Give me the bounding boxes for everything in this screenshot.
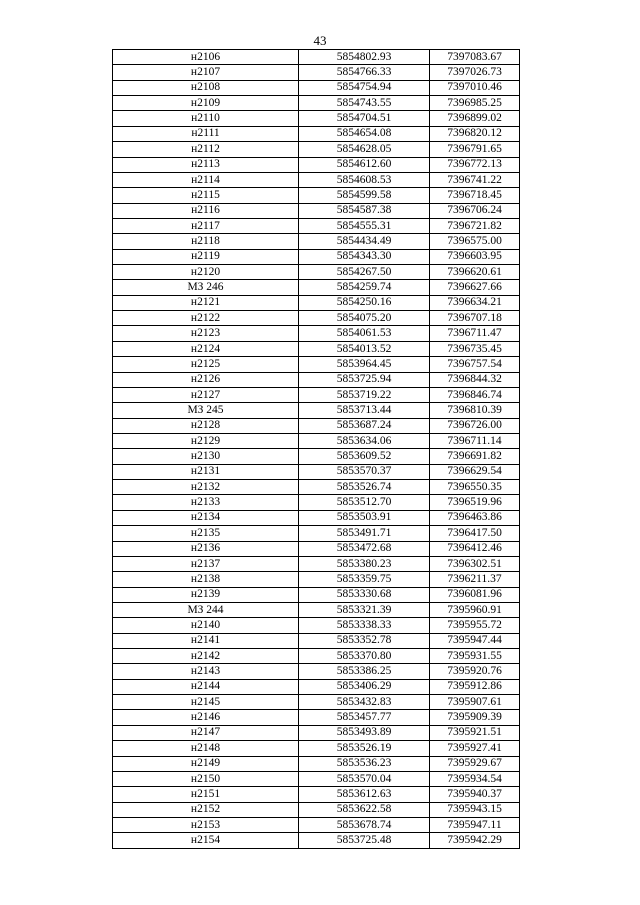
x-coordinate-cell: 5854612.60 bbox=[299, 157, 430, 172]
y-coordinate-cell: 7395912.86 bbox=[430, 679, 520, 694]
table-row bbox=[113, 172, 520, 187]
table-row bbox=[113, 787, 520, 802]
point-name-cell: н2149 bbox=[113, 756, 299, 771]
y-coordinate-cell: 7395909.39 bbox=[430, 710, 520, 725]
table-row bbox=[113, 587, 520, 602]
x-coordinate-cell: 5853526.74 bbox=[299, 480, 430, 495]
table-row bbox=[113, 433, 520, 448]
point-name-cell: н2130 bbox=[113, 449, 299, 464]
y-coordinate-cell: 7396757.54 bbox=[430, 357, 520, 372]
y-coordinate-cell: 7396772.13 bbox=[430, 157, 520, 172]
page-number: 43 bbox=[313, 33, 327, 48]
table-row bbox=[113, 126, 520, 141]
y-coordinate-cell: 7396463.86 bbox=[430, 510, 520, 525]
table-row bbox=[113, 357, 520, 372]
x-coordinate-cell: 5853472.68 bbox=[299, 541, 430, 556]
y-coordinate-cell: 7396302.51 bbox=[430, 556, 520, 571]
y-coordinate-cell: 7395942.29 bbox=[430, 833, 520, 848]
y-coordinate-cell: 7396820.12 bbox=[430, 126, 520, 141]
table-row bbox=[113, 464, 520, 479]
x-coordinate-cell: 5854267.50 bbox=[299, 265, 430, 280]
y-coordinate-cell: 7395960.91 bbox=[430, 602, 520, 617]
y-coordinate-cell: 7396844.32 bbox=[430, 372, 520, 387]
y-coordinate-cell: 7396791.65 bbox=[430, 142, 520, 157]
y-coordinate-cell: 7395947.44 bbox=[430, 633, 520, 648]
y-coordinate-cell: 7397026.73 bbox=[430, 65, 520, 80]
x-coordinate-cell: 5853634.06 bbox=[299, 433, 430, 448]
x-coordinate-cell: 5854802.93 bbox=[299, 50, 430, 65]
y-coordinate-cell: 7395927.41 bbox=[430, 741, 520, 756]
point-name-cell: н2110 bbox=[113, 111, 299, 126]
table-row bbox=[113, 157, 520, 172]
x-coordinate-cell: 5854608.53 bbox=[299, 172, 430, 187]
table-row bbox=[113, 756, 520, 771]
x-coordinate-cell: 5853352.78 bbox=[299, 633, 430, 648]
y-coordinate-cell: 7396706.24 bbox=[430, 203, 520, 218]
point-name-cell: н2113 bbox=[113, 157, 299, 172]
x-coordinate-cell: 5854599.58 bbox=[299, 188, 430, 203]
point-name-cell: н2141 bbox=[113, 633, 299, 648]
x-coordinate-cell: 5853370.80 bbox=[299, 649, 430, 664]
point-name-cell: н2118 bbox=[113, 234, 299, 249]
point-name-cell: н2132 bbox=[113, 480, 299, 495]
point-name-cell: н2147 bbox=[113, 725, 299, 740]
y-coordinate-cell: 7395931.55 bbox=[430, 649, 520, 664]
table-row bbox=[113, 510, 520, 525]
x-coordinate-cell: 5854743.55 bbox=[299, 96, 430, 111]
y-coordinate-cell: 7396627.66 bbox=[430, 280, 520, 295]
x-coordinate-cell: 5853380.23 bbox=[299, 556, 430, 571]
y-coordinate-cell: 7396603.95 bbox=[430, 249, 520, 264]
table-row bbox=[113, 649, 520, 664]
table-row bbox=[113, 418, 520, 433]
y-coordinate-cell: 7395947.11 bbox=[430, 817, 520, 832]
point-name-cell: н2125 bbox=[113, 357, 299, 372]
y-coordinate-cell: 7396735.45 bbox=[430, 341, 520, 356]
x-coordinate-cell: 5853622.58 bbox=[299, 802, 430, 817]
y-coordinate-cell: 7396620.61 bbox=[430, 265, 520, 280]
y-coordinate-cell: 7396810.39 bbox=[430, 403, 520, 418]
x-coordinate-cell: 5854343.30 bbox=[299, 249, 430, 264]
point-name-cell: н2154 bbox=[113, 833, 299, 848]
y-coordinate-cell: 7395907.61 bbox=[430, 695, 520, 710]
point-name-cell: н2124 bbox=[113, 341, 299, 356]
table-row bbox=[113, 710, 520, 725]
point-name-cell: МЗ 246 bbox=[113, 280, 299, 295]
x-coordinate-cell: 5853406.29 bbox=[299, 679, 430, 694]
y-coordinate-cell: 7396634.21 bbox=[430, 295, 520, 310]
x-coordinate-cell: 5853612.63 bbox=[299, 787, 430, 802]
point-name-cell: н2112 bbox=[113, 142, 299, 157]
x-coordinate-cell: 5854259.74 bbox=[299, 280, 430, 295]
table-row bbox=[113, 188, 520, 203]
point-name-cell: н2145 bbox=[113, 695, 299, 710]
x-coordinate-cell: 5854587.38 bbox=[299, 203, 430, 218]
table-row bbox=[113, 311, 520, 326]
table-row bbox=[113, 234, 520, 249]
x-coordinate-cell: 5854013.52 bbox=[299, 341, 430, 356]
x-coordinate-cell: 5853687.24 bbox=[299, 418, 430, 433]
point-name-cell: н2106 bbox=[113, 50, 299, 65]
x-coordinate-cell: 5854555.31 bbox=[299, 218, 430, 233]
y-coordinate-cell: 7396985.25 bbox=[430, 96, 520, 111]
y-coordinate-cell: 7396711.47 bbox=[430, 326, 520, 341]
point-name-cell: н2116 bbox=[113, 203, 299, 218]
y-coordinate-cell: 7397083.67 bbox=[430, 50, 520, 65]
x-coordinate-cell: 5853338.33 bbox=[299, 618, 430, 633]
table-row bbox=[113, 572, 520, 587]
y-coordinate-cell: 7396718.45 bbox=[430, 188, 520, 203]
x-coordinate-cell: 5853503.91 bbox=[299, 510, 430, 525]
table-row bbox=[113, 341, 520, 356]
point-name-cell: н2121 bbox=[113, 295, 299, 310]
table-row bbox=[113, 633, 520, 648]
point-name-cell: н2133 bbox=[113, 495, 299, 510]
x-coordinate-cell: 5853526.19 bbox=[299, 741, 430, 756]
table-row bbox=[113, 96, 520, 111]
x-coordinate-cell: 5853964.45 bbox=[299, 357, 430, 372]
point-name-cell: н2111 bbox=[113, 126, 299, 141]
table-row bbox=[113, 602, 520, 617]
point-name-cell: н2120 bbox=[113, 265, 299, 280]
x-coordinate-cell: 5853330.68 bbox=[299, 587, 430, 602]
y-coordinate-cell: 7396629.54 bbox=[430, 464, 520, 479]
point-name-cell: н2142 bbox=[113, 649, 299, 664]
y-coordinate-cell: 7395940.37 bbox=[430, 787, 520, 802]
point-name-cell: н2109 bbox=[113, 96, 299, 111]
point-name-cell: н2136 bbox=[113, 541, 299, 556]
y-coordinate-cell: 7396417.50 bbox=[430, 526, 520, 541]
point-name-cell: н2151 bbox=[113, 787, 299, 802]
coordinates-table-body bbox=[113, 50, 520, 849]
point-name-cell: н2128 bbox=[113, 418, 299, 433]
table-row bbox=[113, 480, 520, 495]
y-coordinate-cell: 7396211.37 bbox=[430, 572, 520, 587]
table-row bbox=[113, 142, 520, 157]
table-row bbox=[113, 556, 520, 571]
table-row bbox=[113, 817, 520, 832]
table-row bbox=[113, 741, 520, 756]
point-name-cell: н2117 bbox=[113, 218, 299, 233]
point-name-cell: н2114 bbox=[113, 172, 299, 187]
y-coordinate-cell: 7396575.00 bbox=[430, 234, 520, 249]
table-row bbox=[113, 218, 520, 233]
x-coordinate-cell: 5854654.08 bbox=[299, 126, 430, 141]
table-row bbox=[113, 664, 520, 679]
point-name-cell: н2126 bbox=[113, 372, 299, 387]
table-row bbox=[113, 280, 520, 295]
y-coordinate-cell: 7395955.72 bbox=[430, 618, 520, 633]
table-row bbox=[113, 695, 520, 710]
table-row bbox=[113, 679, 520, 694]
table-row bbox=[113, 526, 520, 541]
y-coordinate-cell: 7396741.22 bbox=[430, 172, 520, 187]
table-row bbox=[113, 65, 520, 80]
point-name-cell: МЗ 245 bbox=[113, 403, 299, 418]
point-name-cell: н2108 bbox=[113, 80, 299, 95]
point-name-cell: н2127 bbox=[113, 387, 299, 402]
table-row bbox=[113, 203, 520, 218]
table-row bbox=[113, 725, 520, 740]
point-name-cell: н2138 bbox=[113, 572, 299, 587]
y-coordinate-cell: 7396081.96 bbox=[430, 587, 520, 602]
point-name-cell: н2148 bbox=[113, 741, 299, 756]
x-coordinate-cell: 5853719.22 bbox=[299, 387, 430, 402]
y-coordinate-cell: 7396519.96 bbox=[430, 495, 520, 510]
table-row bbox=[113, 833, 520, 848]
y-coordinate-cell: 7396412.46 bbox=[430, 541, 520, 556]
x-coordinate-cell: 5853609.52 bbox=[299, 449, 430, 464]
point-name-cell: н2134 bbox=[113, 510, 299, 525]
point-name-cell: н2107 bbox=[113, 65, 299, 80]
x-coordinate-cell: 5853512.70 bbox=[299, 495, 430, 510]
y-coordinate-cell: 7396550.35 bbox=[430, 480, 520, 495]
table-row bbox=[113, 249, 520, 264]
x-coordinate-cell: 5854754.94 bbox=[299, 80, 430, 95]
table-row bbox=[113, 80, 520, 95]
x-coordinate-cell: 5853432.83 bbox=[299, 695, 430, 710]
x-coordinate-cell: 5853536.23 bbox=[299, 756, 430, 771]
y-coordinate-cell: 7396711.14 bbox=[430, 433, 520, 448]
y-coordinate-cell: 7395920.76 bbox=[430, 664, 520, 679]
x-coordinate-cell: 5853321.39 bbox=[299, 602, 430, 617]
point-name-cell: н2137 bbox=[113, 556, 299, 571]
table-row bbox=[113, 618, 520, 633]
x-coordinate-cell: 5854628.05 bbox=[299, 142, 430, 157]
point-name-cell: н2123 bbox=[113, 326, 299, 341]
x-coordinate-cell: 5854766.33 bbox=[299, 65, 430, 80]
point-name-cell: н2135 bbox=[113, 526, 299, 541]
point-name-cell: н2140 bbox=[113, 618, 299, 633]
table-row bbox=[113, 802, 520, 817]
table-row bbox=[113, 541, 520, 556]
coordinates-table bbox=[112, 49, 520, 849]
point-name-cell: н2129 bbox=[113, 433, 299, 448]
table-row bbox=[113, 403, 520, 418]
y-coordinate-cell: 7395921.51 bbox=[430, 725, 520, 740]
x-coordinate-cell: 5853386.25 bbox=[299, 664, 430, 679]
y-coordinate-cell: 7395929.67 bbox=[430, 756, 520, 771]
point-name-cell: н2122 bbox=[113, 311, 299, 326]
x-coordinate-cell: 5853491.71 bbox=[299, 526, 430, 541]
point-name-cell: н2153 bbox=[113, 817, 299, 832]
table-row bbox=[113, 372, 520, 387]
x-coordinate-cell: 5853725.94 bbox=[299, 372, 430, 387]
x-coordinate-cell: 5854704.51 bbox=[299, 111, 430, 126]
x-coordinate-cell: 5854434.49 bbox=[299, 234, 430, 249]
x-coordinate-cell: 5853493.89 bbox=[299, 725, 430, 740]
x-coordinate-cell: 5853570.37 bbox=[299, 464, 430, 479]
y-coordinate-cell: 7396726.00 bbox=[430, 418, 520, 433]
table-row bbox=[113, 771, 520, 786]
x-coordinate-cell: 5853713.44 bbox=[299, 403, 430, 418]
point-name-cell: н2139 bbox=[113, 587, 299, 602]
x-coordinate-cell: 5854250.16 bbox=[299, 295, 430, 310]
table-row bbox=[113, 111, 520, 126]
point-name-cell: н2115 bbox=[113, 188, 299, 203]
point-name-cell: н2143 bbox=[113, 664, 299, 679]
table-row bbox=[113, 449, 520, 464]
y-coordinate-cell: 7395943.15 bbox=[430, 802, 520, 817]
x-coordinate-cell: 5853359.75 bbox=[299, 572, 430, 587]
x-coordinate-cell: 5853725.48 bbox=[299, 833, 430, 848]
y-coordinate-cell: 7396846.74 bbox=[430, 387, 520, 402]
y-coordinate-cell: 7396707.18 bbox=[430, 311, 520, 326]
table-row bbox=[113, 326, 520, 341]
x-coordinate-cell: 5853570.04 bbox=[299, 771, 430, 786]
table-row bbox=[113, 495, 520, 510]
y-coordinate-cell: 7395934.54 bbox=[430, 771, 520, 786]
x-coordinate-cell: 5853678.74 bbox=[299, 817, 430, 832]
table-row bbox=[113, 387, 520, 402]
table-row bbox=[113, 265, 520, 280]
point-name-cell: МЗ 244 bbox=[113, 602, 299, 617]
y-coordinate-cell: 7396721.82 bbox=[430, 218, 520, 233]
table-row bbox=[113, 50, 520, 65]
x-coordinate-cell: 5854061.53 bbox=[299, 326, 430, 341]
point-name-cell: н2150 bbox=[113, 771, 299, 786]
point-name-cell: н2131 bbox=[113, 464, 299, 479]
table-row bbox=[113, 295, 520, 310]
x-coordinate-cell: 5853457.77 bbox=[299, 710, 430, 725]
point-name-cell: н2144 bbox=[113, 679, 299, 694]
y-coordinate-cell: 7396691.82 bbox=[430, 449, 520, 464]
point-name-cell: н2119 bbox=[113, 249, 299, 264]
y-coordinate-cell: 7397010.46 bbox=[430, 80, 520, 95]
point-name-cell: н2146 bbox=[113, 710, 299, 725]
x-coordinate-cell: 5854075.20 bbox=[299, 311, 430, 326]
point-name-cell: н2152 bbox=[113, 802, 299, 817]
y-coordinate-cell: 7396899.02 bbox=[430, 111, 520, 126]
